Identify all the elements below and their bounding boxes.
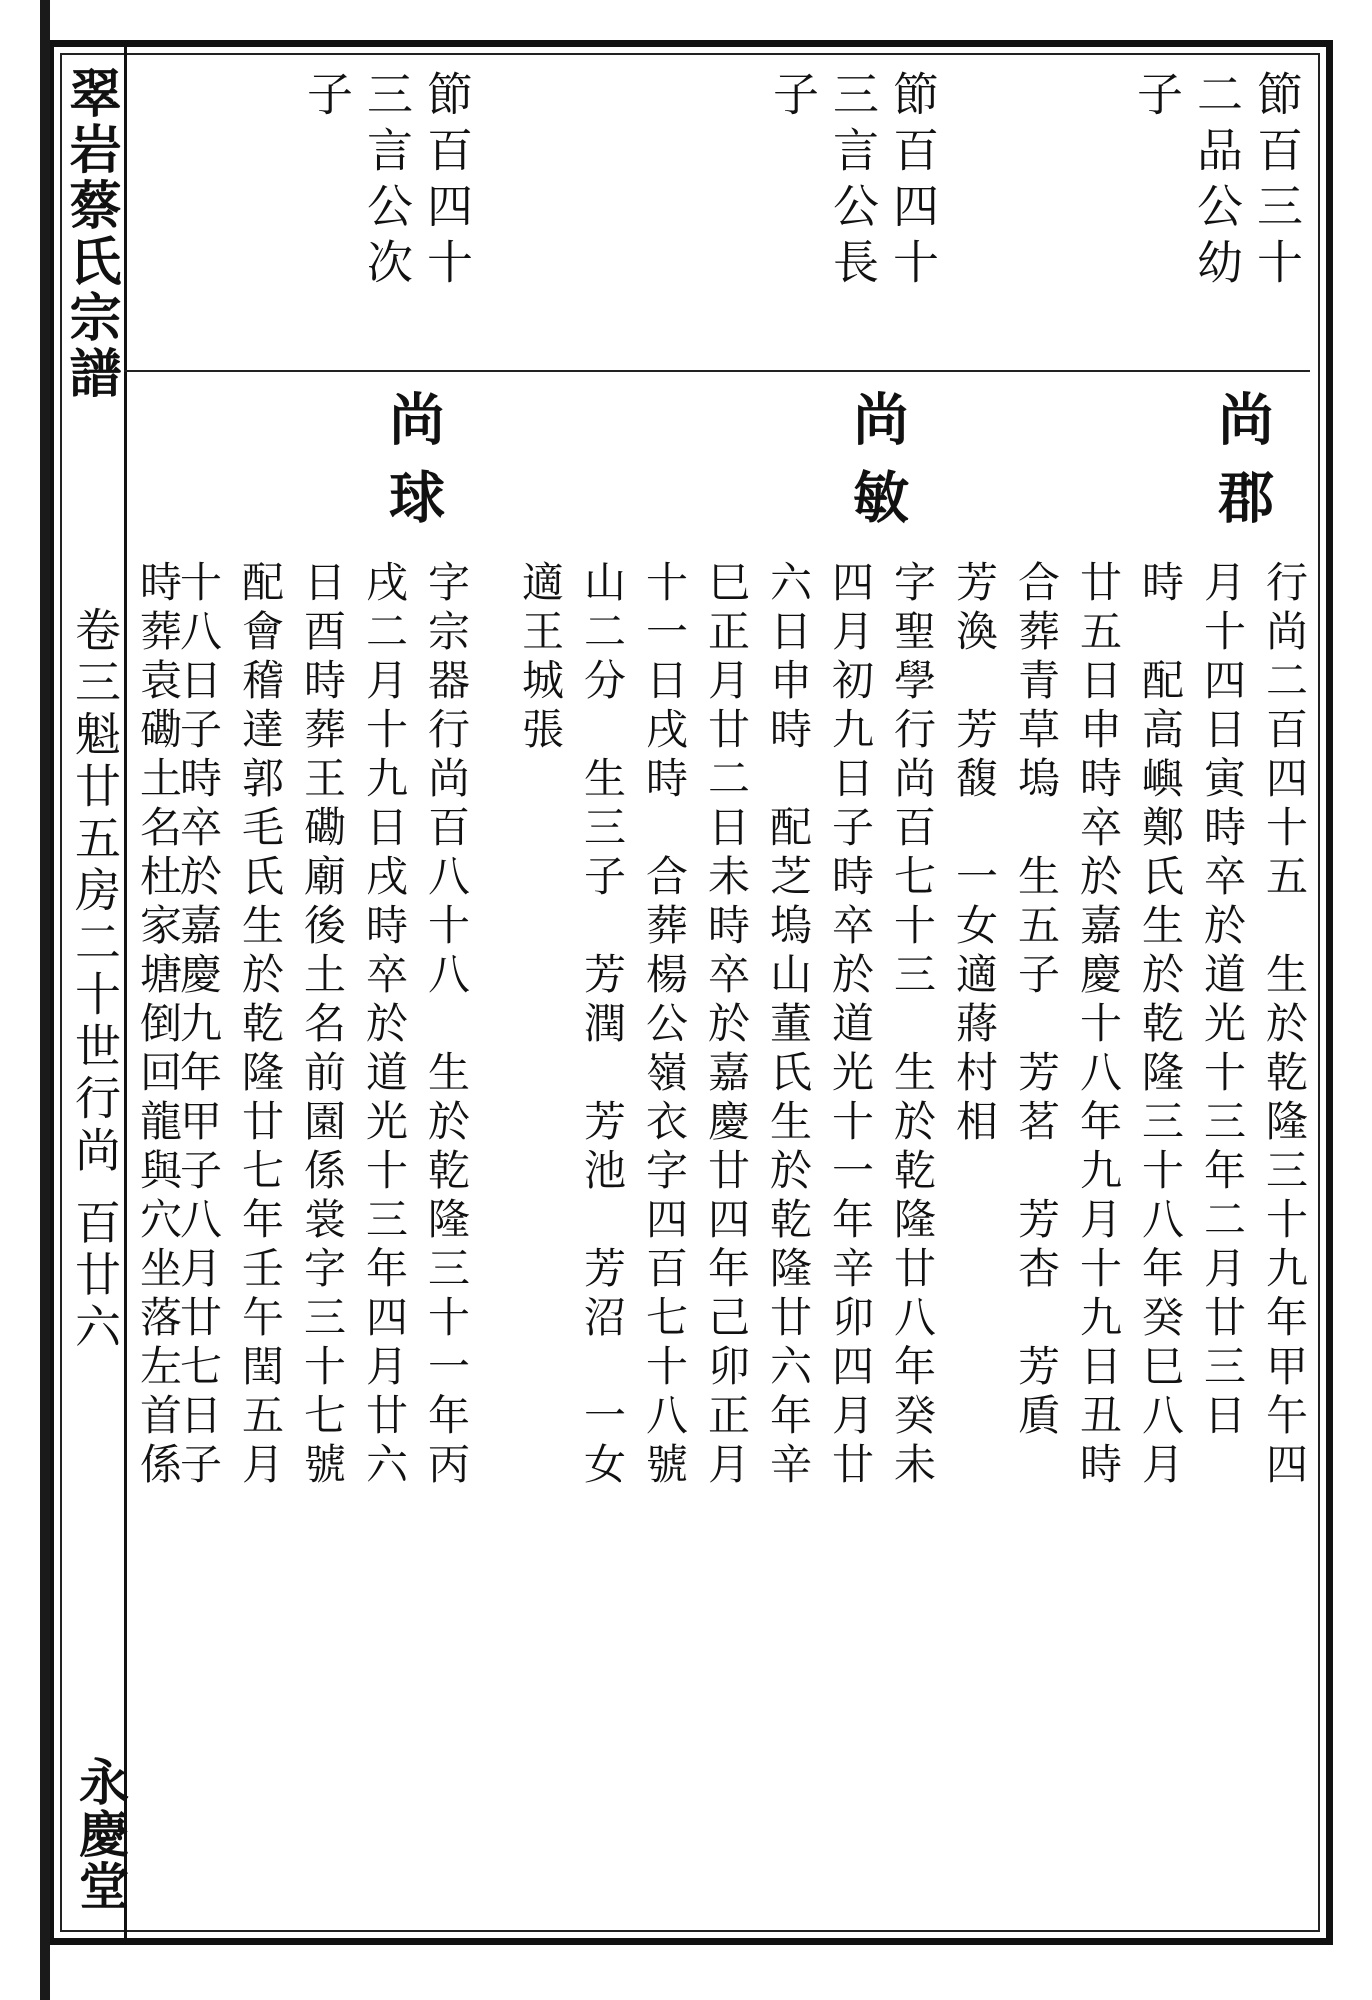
- entry3-header-3: 子: [300, 70, 354, 126]
- entry2-header-1: 節百四十: [886, 70, 940, 294]
- entry2-line-7: 適王城張: [516, 560, 565, 756]
- entry2-line-2: 四月初九日子時卒於道光十一年辛卯四月廿: [826, 560, 875, 1491]
- entry2-header-3: 子: [766, 70, 820, 126]
- entry3-line-4: 配會稽達郭毛氏生於乾隆廿七年壬午閏五月: [236, 560, 285, 1491]
- entry3-header-1: 節百四十: [420, 70, 474, 294]
- entry1-header-2: 二品公幼: [1190, 70, 1244, 294]
- entry1-line-4: 廿五日申時卒於嘉慶十八年九月十九日丑時: [1074, 560, 1123, 1491]
- entry1-line-3: 時 配高嶼鄭氏生於乾隆三十八年癸巳八月: [1136, 560, 1185, 1491]
- entry3-line-3: 日酉時葬王磡廟後土名前園係裳字三十七號: [298, 560, 347, 1491]
- entry1-header-1: 節百三十: [1250, 70, 1304, 294]
- side-margin: [56, 46, 130, 1939]
- book-title: 翠岩蔡氏宗譜: [60, 66, 121, 402]
- volume-line: 卷三魁廿五房二十世行尚 百廿六: [68, 606, 122, 1355]
- entry1-line-1: 行尚二百四十五 生於乾隆三十九年甲午四: [1260, 560, 1309, 1491]
- entry1-line-2: 月十四日寅時卒於道光十三年二月廿三日: [1198, 560, 1247, 1442]
- entry3-name: 尚球: [380, 390, 446, 546]
- entry1-name: 尚郡: [1209, 390, 1275, 546]
- entry3-line-2: 戌二月十九日戌時卒於道光十三年四月廿六: [360, 560, 409, 1491]
- entry3-line-6: 時葬袁磡土名杜家塘倒回龍與穴坐落左首係: [134, 560, 183, 1491]
- entry1-line-6: 芳渙 芳馥 一女適蔣村相: [950, 560, 999, 1148]
- entry1-header-3: 子: [1130, 70, 1184, 126]
- entry1-line-5: 合葬青草塢 生五子 芳茗 芳杏 芳貭: [1012, 560, 1061, 1442]
- hall-name: 永慶堂: [71, 1756, 130, 1912]
- entry3-line-5: 十八日子時卒於嘉慶九年甲子八月廿七日子: [174, 560, 223, 1491]
- entry2-line-3: 六日申時 配芝塢山董氏生於乾隆廿六年辛: [764, 560, 813, 1491]
- entry2-line-4: 巳正月廿二日未時卒於嘉慶廿四年己卯正月: [702, 560, 751, 1491]
- header-divider: [124, 370, 1310, 372]
- entry2-header-2: 三言公長: [826, 70, 880, 294]
- entry2-name: 尚敏: [844, 390, 910, 546]
- entry3-header-2: 三言公次: [360, 70, 414, 294]
- entry3-line-1: 字宗器行尚百八十八 生於乾隆三十一年丙: [422, 560, 471, 1491]
- entry2-line-6: 山二分 生三子 芳潤 芳池 芳沼 一女: [578, 560, 627, 1491]
- page-edge: [40, 0, 50, 2000]
- entry2-line-1: 字聖學行尚百七十三 生於乾隆廿八年癸未: [888, 560, 937, 1491]
- entry2-line-5: 十一日戌時 合葬楊公嶺衣字四百七十八號: [640, 560, 689, 1491]
